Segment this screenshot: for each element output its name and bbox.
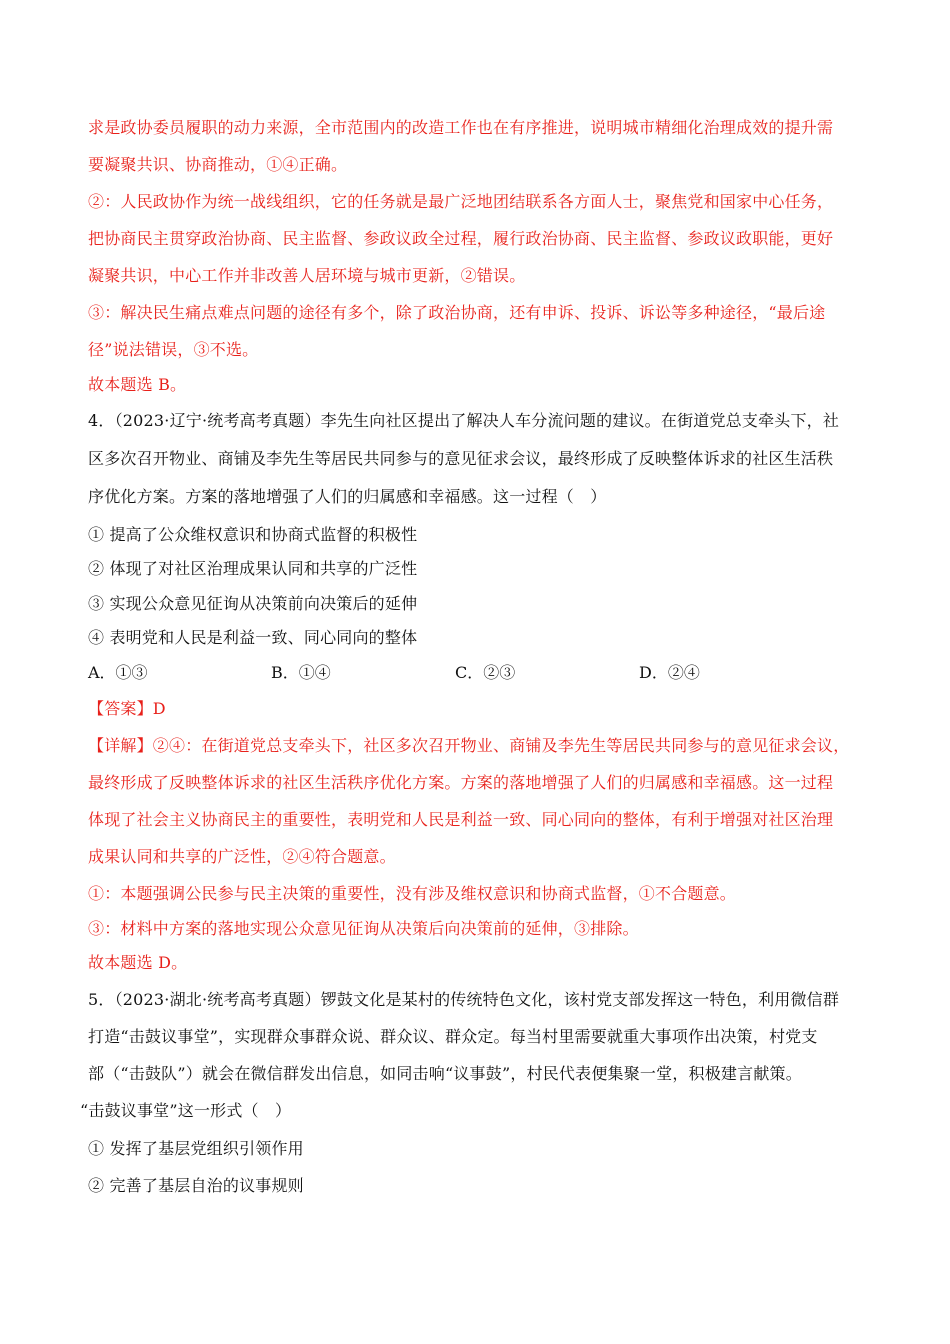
q4-option-a: A．①③	[88, 663, 148, 682]
q5-item: ① 发挥了基层党组织引领作用	[88, 1139, 304, 1158]
q4-analysis-line: 成果认同和共享的广泛性，②④符合题意。	[88, 847, 396, 866]
q4-analysis-line: 【详解】②④：在街道党总支牵头下，社区多次召开物业、商铺及李先生等居民共同参与的意见征求会议，	[88, 736, 850, 755]
q3-analysis-line: ③：解决民生痛点难点问题的途径有多个，除了政治协商，还有申诉、投诉、诉讼等多种途径，“最后途	[88, 303, 826, 322]
q5-stem-line: “击鼓议事堂”这一形式（ ）	[80, 1101, 292, 1120]
q4-option-b: B．①④	[271, 663, 331, 682]
q4-stem-line: 序优化方案。方案的落地增强了人们的归属感和幸福感。这一过程（ ）	[88, 487, 607, 506]
q4-answer: 【答案】D	[88, 699, 166, 718]
q4-item: ② 体现了对社区治理成果认同和共享的广泛性	[88, 559, 418, 578]
q4-stem-line: 区多次召开物业、商铺及李先生等居民共同参与的意见征求会议，最终形成了反映整体诉求的社区生活秩	[88, 449, 834, 468]
q4-option-c: C．②③	[455, 663, 516, 682]
q3-analysis-line: 要凝聚共识、协商推动，①④正确。	[88, 155, 348, 174]
q4-item: ④ 表明党和人民是利益一致、同心同向的整体	[88, 628, 418, 647]
q4-option-d: D．②④	[639, 663, 700, 682]
q3-analysis-line: ②：人民政协作为统一战线组织，它的任务就是最广泛地团结联系各方面人士，聚焦党和国家中心任务，	[88, 192, 834, 211]
q3-analysis-line: 凝聚共识，中心工作并非改善人居环境与城市更新，②错误。	[88, 266, 526, 285]
q4-analysis-line: ①：本题强调公民参与民主决策的重要性，没有涉及维权意识和协商式监督，①不合题意。	[88, 884, 737, 903]
q4-analysis-line: 最终形成了反映整体诉求的社区生活秩序优化方案。方案的落地增强了人们的归属感和幸福感。这一过程	[88, 773, 834, 792]
q3-analysis-line: 把协商民主贯穿政治协商、民主监督、参政议政全过程，履行政治协商、民主监督、参政议政职能，更好	[88, 229, 834, 248]
q4-item: ① 提高了公众维权意识和协商式监督的积极性	[88, 525, 418, 544]
q5-stem-line: 5．（2023·湖北·统考高考真题）锣鼓文化是某村的传统特色文化，该村党支部发挥这一特色，利用微信群	[88, 990, 840, 1009]
q5-stem-line: 打造“击鼓议事堂”，实现群众事群众说、群众议、群众定。每当村里需要就重大事项作出决策，村党支	[88, 1027, 818, 1046]
q4-analysis-line: 体现了社会主义协商民主的重要性，表明党和人民是利益一致、同心同向的整体，有利于增强对社区治理	[88, 810, 834, 829]
q4-item: ③ 实现公众意见征询从决策前向决策后的延伸	[88, 594, 418, 613]
q5-stem-line: 部（“击鼓队”）就会在微信群发出信息，如同击响“议事鼓”，村民代表便集聚一堂，积极建言献策。	[88, 1064, 802, 1083]
q4-analysis-line: ③：材料中方案的落地实现公众意见征询从决策后向决策前的延伸，③排除。	[88, 919, 639, 938]
q3-analysis-line: 求是政协委员履职的动力来源，全市范围内的改造工作也在有序推进，说明城市精细化治理成效的提升需	[88, 118, 834, 137]
q4-stem-line: 4．（2023·辽宁·统考高考真题）李先生向社区提出了解决人车分流问题的建议。在街道党总支牵头下，社	[88, 411, 840, 430]
q3-analysis-line: 径”说法错误，③不选。	[88, 340, 259, 359]
q5-item: ② 完善了基层自治的议事规则	[88, 1176, 304, 1195]
q3-conclusion: 故本题选 B。	[88, 375, 187, 394]
q4-conclusion: 故本题选 D。	[88, 953, 188, 972]
